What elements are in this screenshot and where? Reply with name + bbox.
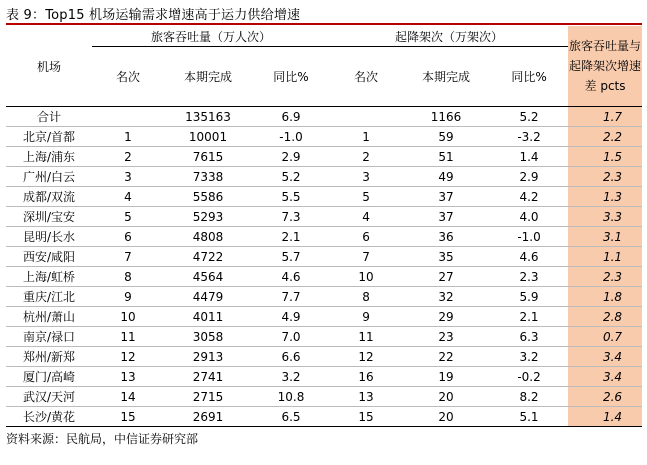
table-row (6, 207, 642, 227)
airport-name: 厦门/高崎 (6, 367, 92, 387)
flight-rank: 12 (330, 347, 402, 367)
airport-name: 成都/双流 (6, 187, 92, 207)
passenger-value: 2913 (164, 347, 252, 367)
passenger-rank: 10 (92, 307, 164, 327)
airport-name: 杭州/萧山 (6, 307, 92, 327)
passenger-yoy: 6.9 (252, 107, 330, 127)
passenger-value: 4479 (164, 287, 252, 307)
flight-yoy: 3.2 (490, 347, 568, 367)
flight-value: 37 (402, 207, 490, 227)
flight-value: 27 (402, 267, 490, 287)
flight-yoy: 2.3 (490, 267, 568, 287)
table-row-total (6, 107, 642, 127)
flight-yoy: 5.1 (490, 407, 568, 427)
airport-name: 上海/浦东 (6, 147, 92, 167)
passenger-yoy: 7.0 (252, 327, 330, 347)
growth-diff: 1.7 (568, 107, 642, 127)
flight-value: 20 (402, 387, 490, 407)
flight-rank: 7 (330, 247, 402, 267)
flight-yoy: 5.9 (490, 287, 568, 307)
passenger-yoy: 5.5 (252, 187, 330, 207)
table-row (6, 327, 642, 347)
header-passenger-group: 旅客吞吐量（万人次） (92, 26, 330, 47)
passenger-rank: 4 (92, 187, 164, 207)
header-passenger-rank: 名次 (115, 70, 140, 84)
header-flight-group: 起降架次（万架次） (330, 26, 568, 47)
flight-value: 35 (402, 247, 490, 267)
airport-name: 南京/禄口 (6, 327, 92, 347)
airport-table (6, 26, 642, 427)
passenger-rank: 9 (92, 287, 164, 307)
table-row (6, 367, 642, 387)
growth-diff: 1.8 (568, 287, 642, 307)
passenger-rank: 13 (92, 367, 164, 387)
flight-yoy: -1.0 (490, 227, 568, 247)
flight-value: 59 (402, 127, 490, 147)
passenger-rank: 7 (92, 247, 164, 267)
growth-diff: 0.7 (568, 327, 642, 347)
growth-diff: 2.6 (568, 387, 642, 407)
flight-value: 37 (402, 187, 490, 207)
flight-rank: 15 (330, 407, 402, 427)
flight-yoy: 6.3 (490, 327, 568, 347)
passenger-value: 4808 (164, 227, 252, 247)
passenger-yoy: 7.3 (252, 207, 330, 227)
flight-yoy: 4.0 (490, 207, 568, 227)
flight-rank: 11 (330, 327, 402, 347)
table-row (6, 247, 642, 267)
table-caption: 表 9：Top15 机场运输需求增速高于运力供给增速 (6, 8, 301, 23)
growth-diff: 1.3 (568, 187, 642, 207)
passenger-yoy: 2.9 (252, 147, 330, 167)
passenger-value: 10001 (164, 127, 252, 147)
flight-value: 32 (402, 287, 490, 307)
header-airport: 机场 (36, 59, 61, 74)
flight-yoy: 4.2 (490, 187, 568, 207)
passenger-value: 135163 (164, 107, 252, 127)
growth-diff: 3.4 (568, 347, 642, 367)
passenger-rank: 5 (92, 207, 164, 227)
airport-name: 深圳/宝安 (6, 207, 92, 227)
flight-yoy: 4.6 (490, 247, 568, 267)
growth-diff: 1.1 (568, 247, 642, 267)
flight-value: 36 (402, 227, 490, 247)
flight-value: 23 (402, 327, 490, 347)
flight-rank: 13 (330, 387, 402, 407)
table-row (6, 127, 642, 147)
passenger-rank: 15 (92, 407, 164, 427)
passenger-yoy: 2.1 (252, 227, 330, 247)
table-row (6, 347, 642, 367)
flight-yoy: 2.9 (490, 167, 568, 187)
header-flight-yoy: 同比% (511, 70, 547, 84)
passenger-yoy: 6.5 (252, 407, 330, 427)
airport-name: 武汉/天河 (6, 387, 92, 407)
airport-name: 昆明/长水 (6, 227, 92, 247)
flight-rank: 2 (330, 147, 402, 167)
passenger-yoy: 5.7 (252, 247, 330, 267)
flight-rank: 4 (330, 207, 402, 227)
flight-value: 1166 (402, 107, 490, 127)
header-growth-diff: 旅客吞吐量与起降架次增速差 pcts (568, 26, 642, 107)
passenger-value: 4011 (164, 307, 252, 327)
passenger-yoy: 7.7 (252, 287, 330, 307)
header-flight-rank: 名次 (354, 70, 379, 84)
airport-name: 北京/首都 (6, 127, 92, 147)
passenger-value: 5293 (164, 207, 252, 227)
airport-name: 广州/白云 (6, 167, 92, 187)
passenger-rank: 3 (92, 167, 164, 187)
flight-rank: 9 (330, 307, 402, 327)
table-row (6, 227, 642, 247)
airport-name: 上海/虹桥 (6, 267, 92, 287)
passenger-value: 2715 (164, 387, 252, 407)
flight-value: 22 (402, 347, 490, 367)
growth-diff: 3.3 (568, 207, 642, 227)
flight-value: 29 (402, 307, 490, 327)
caption-divider (6, 23, 642, 25)
passenger-rank: 2 (92, 147, 164, 167)
flight-yoy: -3.2 (490, 127, 568, 147)
header-passenger-current: 本期完成 (183, 70, 232, 84)
flight-rank: 3 (330, 167, 402, 187)
table-row (6, 287, 642, 307)
flight-yoy: 2.1 (490, 307, 568, 327)
flight-value: 19 (402, 367, 490, 387)
passenger-rank: 8 (92, 267, 164, 287)
passenger-value: 3058 (164, 327, 252, 347)
passenger-value: 2691 (164, 407, 252, 427)
passenger-rank: 1 (92, 127, 164, 147)
growth-diff: 2.2 (568, 127, 642, 147)
flight-rank: 6 (330, 227, 402, 247)
flight-yoy: 5.2 (490, 107, 568, 127)
airport-name: 郑州/新郑 (6, 347, 92, 367)
passenger-yoy: 5.2 (252, 167, 330, 187)
flight-yoy: -0.2 (490, 367, 568, 387)
passenger-rank: 11 (92, 327, 164, 347)
flight-value: 51 (402, 147, 490, 167)
airport-name: 重庆/江北 (6, 287, 92, 307)
growth-diff: 2.3 (568, 167, 642, 187)
passenger-yoy: 6.6 (252, 347, 330, 367)
flight-rank: 8 (330, 287, 402, 307)
flight-rank: 16 (330, 367, 402, 387)
passenger-value: 4722 (164, 247, 252, 267)
passenger-yoy: 10.8 (252, 387, 330, 407)
airport-name: 西安/咸阳 (6, 247, 92, 267)
airport-name: 合计 (6, 107, 92, 127)
growth-diff: 3.1 (568, 227, 642, 247)
passenger-yoy: 3.2 (252, 367, 330, 387)
flight-value: 49 (402, 167, 490, 187)
flight-value: 20 (402, 407, 490, 427)
table-row (6, 407, 642, 427)
flight-yoy: 8.2 (490, 387, 568, 407)
flight-rank (330, 107, 402, 127)
passenger-yoy: -1.0 (252, 127, 330, 147)
flight-rank: 5 (330, 187, 402, 207)
header-flight-current: 本期完成 (422, 70, 471, 84)
flight-yoy: 1.4 (490, 147, 568, 167)
passenger-rank (92, 107, 164, 127)
table-row (6, 267, 642, 287)
passenger-rank: 14 (92, 387, 164, 407)
growth-diff: 3.4 (568, 367, 642, 387)
passenger-yoy: 4.9 (252, 307, 330, 327)
growth-diff: 2.8 (568, 307, 642, 327)
passenger-rank: 12 (92, 347, 164, 367)
table-row (6, 167, 642, 187)
passenger-value: 2741 (164, 367, 252, 387)
growth-diff: 2.3 (568, 267, 642, 287)
header-passenger-yoy: 同比% (273, 70, 309, 84)
source-note: 资料来源：民航局，中信证券研究部 (6, 432, 199, 446)
growth-diff: 1.5 (568, 147, 642, 167)
table-row (6, 187, 642, 207)
passenger-yoy: 4.6 (252, 267, 330, 287)
table-row (6, 307, 642, 327)
passenger-value: 7338 (164, 167, 252, 187)
table-row (6, 387, 642, 407)
passenger-value: 5586 (164, 187, 252, 207)
flight-rank: 10 (330, 267, 402, 287)
passenger-value: 7615 (164, 147, 252, 167)
flight-rank: 1 (330, 127, 402, 147)
passenger-rank: 6 (92, 227, 164, 247)
passenger-value: 4564 (164, 267, 252, 287)
growth-diff: 1.4 (568, 407, 642, 427)
table-row (6, 147, 642, 167)
airport-name: 长沙/黄花 (6, 407, 92, 427)
